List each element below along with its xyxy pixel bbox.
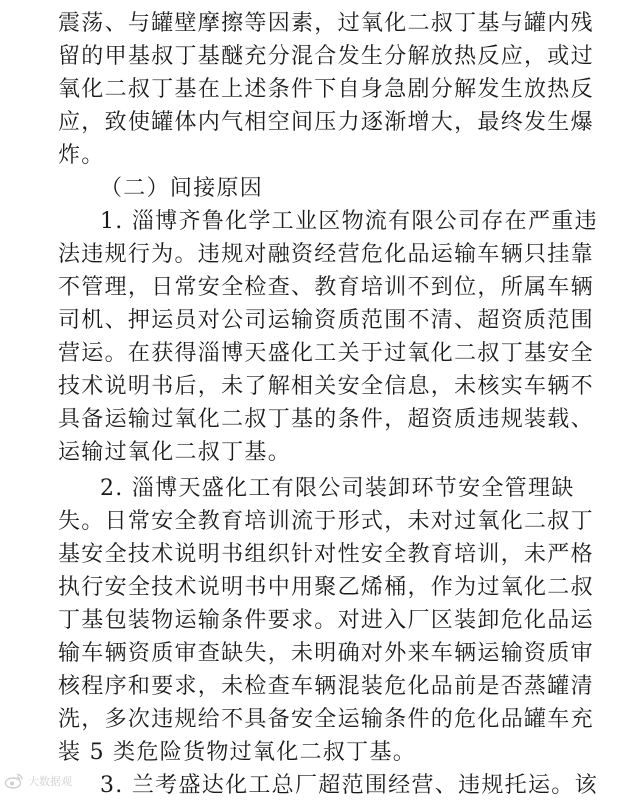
text-line: 司机、押运员对公司运输资质范围不清、超资质范围 — [58, 308, 594, 333]
text-line: 2. 淄博天盛化工有限公司装卸环节安全管理缺 — [100, 476, 575, 501]
section-heading: （二）间接原因 — [100, 176, 264, 201]
text-line: 运输过氧化二叔丁基。 — [58, 440, 292, 465]
text-line: 具备运输过氧化二叔丁基的条件，超资质违规装载、 — [58, 407, 594, 432]
watermark — [4, 768, 72, 794]
text-line: 应，致使罐体内气相空间压力逐渐增大，最终发生爆 — [58, 110, 594, 135]
text-line: 丁基包装物运输条件要求。对进入厂区装卸危化品运 — [58, 608, 594, 633]
text-line: 留的甲基叔丁基醚充分混合发生分解放热反应，或过 — [58, 44, 594, 69]
text-line: 洗，多次违规给不具备安全运输条件的危化品罐车充 — [58, 707, 594, 732]
text-line: 执行安全技术说明书中用聚乙烯桶，作为过氧化二叔 — [58, 575, 594, 600]
text-line: 输车辆资质审查缺失，未明确对外来车辆运输资质审 — [58, 641, 594, 666]
text-line: 炸。 — [58, 143, 105, 168]
text-line: 不管理，日常安全检查、教育培训不到位，所属车辆 — [58, 275, 594, 300]
text-line: 氧化二叔丁基在上述条件下自身急剧分解发生放热反 — [58, 77, 594, 102]
text-line: 基安全技术说明书组织针对性安全教育培训，未严格 — [58, 542, 594, 567]
text-line: 3. 兰考盛达化工总厂超范围经营、违规托运。该 — [100, 773, 598, 798]
watermark-text: 大数据观 — [28, 775, 72, 788]
text-line: 装 5 类危险货物过氧化二叔丁基。 — [58, 740, 417, 765]
text-line: 技术说明书后，未了解相关安全信息，未核实车辆不 — [58, 374, 594, 399]
weibo-logo-icon — [4, 771, 24, 791]
text-line: 1. 淄博齐鲁化学工业区物流有限公司存在严重违 — [100, 209, 598, 234]
text-line: 失。日常安全教育培训流于形式，未对过氧化二叔丁 — [58, 509, 594, 534]
text-line: 法违规行为。违规对融资经营危化品运输车辆只挂靠 — [58, 242, 594, 267]
text-line: 营运。在获得淄博天盛化工关于过氧化二叔丁基安全 — [58, 341, 594, 366]
text-line: 震荡、与罐壁摩擦等因素，过氧化二叔丁基与罐内残 — [58, 11, 594, 36]
text-line: 核程序和要求，未检查车辆混装危化品前是否蒸罐清 — [58, 674, 594, 699]
